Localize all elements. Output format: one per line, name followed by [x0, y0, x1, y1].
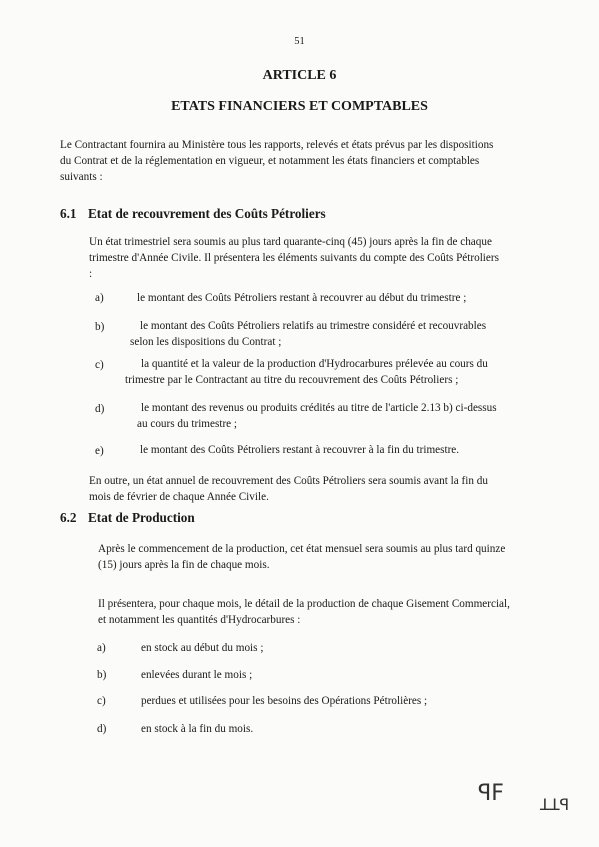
text-line: le montant des revenus ou produits crédités au titre de l'article 2.13 b) ci-dessus — [141, 402, 497, 414]
section-number: 6.2 — [60, 510, 77, 525]
text-line: : — [89, 268, 93, 280]
section-6-2-detail — [98, 596, 510, 628]
text-line: et notamment les quantités d'Hydrocarbures : — [98, 614, 301, 626]
section-heading-6-2 — [60, 510, 195, 526]
section-heading-6-1 — [60, 206, 326, 222]
article-subtitle: ETATS FINANCIERS ET COMPTABLES — [171, 99, 428, 114]
text-line: Un état trimestriel sera soumis au plus tard quarante-cinq (45) jours après la fin de chaque — [89, 236, 492, 248]
text-line: le montant des Coûts Pétroliers restant à recouvrer à la fin du trimestre. — [140, 444, 460, 456]
article-intro — [60, 137, 493, 185]
list-item-letter: a) — [95, 292, 104, 304]
section-6-1-closing — [89, 473, 488, 505]
text-line: En outre, un état annuel de recouvrement des Coûts Pétroliers sera soumis avant la fin du — [89, 475, 488, 487]
text-line: Le Contractant fournira au Ministère tous les rapports, relevés et états prévus par les dispositions — [60, 139, 494, 151]
text-line: le montant des Coûts Pétroliers relatifs au trimestre considéré et recouvrables — [140, 320, 487, 332]
list-item-text: en stock au début du mois ; — [141, 642, 264, 654]
list-item-letter: c) — [97, 695, 106, 707]
list-item-text — [130, 318, 487, 350]
list-item-letter: d) — [97, 723, 107, 735]
article-title: ARTICLE 6 — [262, 68, 337, 83]
text-line: le montant des Coûts Pétroliers restant à recouvrer au début du trimestre ; — [137, 292, 467, 304]
section-title: Etat de Production — [88, 510, 195, 525]
initials-signature: ꟼF — [478, 781, 504, 806]
list-item-letter: e) — [95, 445, 104, 457]
section-number: 6.1 — [60, 206, 77, 221]
section-6-1-intro — [89, 234, 499, 282]
text-line: du Contrat et de la réglementation en vigueur, et notamment les états financiers et comptables — [60, 155, 480, 167]
list-item-text: en stock à la fin du mois. — [141, 723, 254, 735]
text-line: Après le commencement de la production, cet état mensuel sera soumis au plus tard quinze — [98, 543, 506, 555]
list-item-letter: b) — [97, 669, 107, 681]
list-item-letter: a) — [97, 642, 106, 654]
list-item-text: perdues et utilisées pour les besoins des Opérations Pétrolières ; — [141, 695, 428, 707]
list-item-text — [137, 442, 459, 458]
list-item-letter: c) — [95, 359, 104, 371]
list-item-letter: b) — [95, 321, 105, 333]
text-line: Il présentera, pour chaque mois, le détail de la production de chaque Gisement Commercial, — [98, 598, 510, 610]
text-line: au cours du trimestre ; — [137, 418, 238, 430]
initials-signature: ꓕꓕꟼ — [540, 795, 570, 814]
text-line: suivants : — [60, 171, 103, 183]
list-item-text — [137, 400, 497, 432]
section-6-2-intro — [98, 541, 505, 573]
page-number: 51 — [294, 36, 305, 47]
text-line: (15) jours après la fin de chaque mois. — [98, 559, 270, 571]
section-title: Etat de recouvrement des Coûts Pétroliers — [88, 206, 326, 221]
list-item-text — [137, 290, 466, 306]
list-item-text — [125, 356, 488, 388]
text-line: mois de février de chaque Année Civile. — [89, 491, 269, 503]
text-line: la quantité et la valeur de la production d'Hydrocarbures prélevée au cours du — [141, 358, 488, 370]
text-line: trimestre d'Année Civile. Il présentera les éléments suivants du compte des Coûts Pétroliers — [89, 252, 499, 264]
list-item-text: enlevées durant le mois ; — [141, 669, 253, 681]
text-line: selon les dispositions du Contrat ; — [130, 336, 282, 348]
list-item-letter: d) — [95, 403, 105, 415]
text-line: trimestre par le Contractant au titre du recouvrement des Coûts Pétroliers ; — [125, 374, 459, 386]
